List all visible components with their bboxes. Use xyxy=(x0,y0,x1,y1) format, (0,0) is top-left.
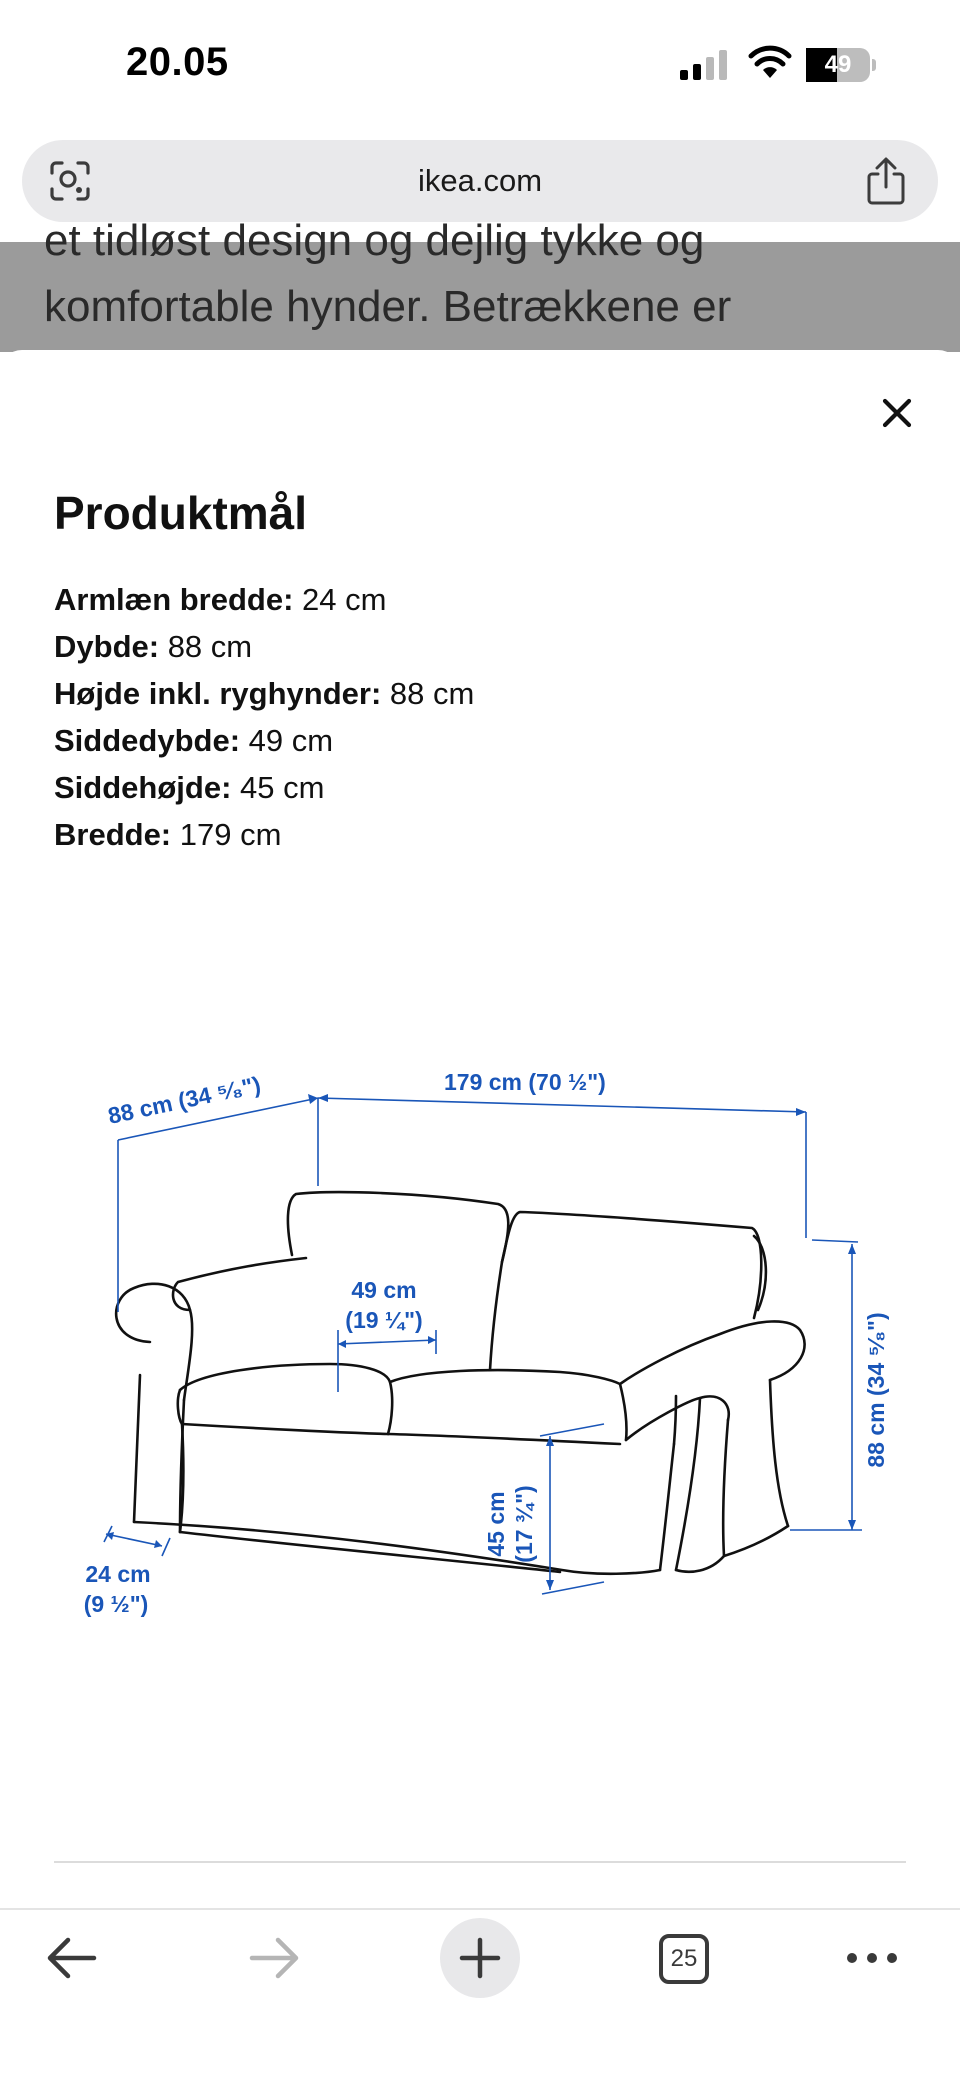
share-icon[interactable] xyxy=(864,156,908,206)
address-bar[interactable] xyxy=(22,140,938,222)
background-text-line: et tidløst design og dejlig tykke og xyxy=(44,216,705,265)
arm-width-in-label: (9 ½") xyxy=(83,1591,149,1617)
spec-value: 49 cm xyxy=(240,723,334,758)
spec-value: 24 cm xyxy=(293,582,387,617)
status-bar xyxy=(0,0,960,130)
spec-label: Siddehøjde: xyxy=(54,770,232,805)
spec-value: 88 cm xyxy=(159,629,253,664)
more-icon[interactable] xyxy=(844,1910,900,2010)
height-label: 88 cm (34 ⁵⁄₈") xyxy=(863,1312,889,1468)
depth-label: 88 cm (34 ⁵⁄₈") xyxy=(105,1071,263,1129)
width-label: 179 cm (70 ½") xyxy=(444,1069,606,1095)
close-icon[interactable] xyxy=(872,388,922,438)
spec-row xyxy=(54,582,914,629)
spec-row xyxy=(54,723,914,770)
back-arrow-icon[interactable] xyxy=(42,1910,102,2010)
browser-toolbar xyxy=(0,1908,960,2081)
spec-row xyxy=(54,817,914,864)
spec-label: Højde inkl. ryghynder: xyxy=(54,676,382,711)
spec-row xyxy=(54,629,914,676)
seat-height-cm-label: 45 cm xyxy=(483,1491,509,1557)
spec-row xyxy=(54,770,914,817)
seat-height-in-label: (17 ¾") xyxy=(511,1485,537,1563)
spec-list xyxy=(54,582,914,864)
background-text-line: komfortable hynder. Betrækkene er xyxy=(44,282,732,331)
new-tab-button[interactable] xyxy=(440,1918,520,1998)
spec-label: Armlæn bredde: xyxy=(54,582,294,617)
forward-arrow-icon[interactable] xyxy=(244,1910,304,2010)
cellular-signal-icon xyxy=(680,50,730,80)
spec-value: 88 cm xyxy=(381,676,475,711)
sofa-outline xyxy=(116,1192,804,1574)
spec-value: 179 cm xyxy=(171,817,282,852)
seat-depth-in-label: (19 ¼") xyxy=(345,1307,423,1333)
spec-label: Dybde: xyxy=(54,629,160,664)
spec-label: Siddedybde: xyxy=(54,723,241,758)
divider xyxy=(54,1861,906,1863)
spec-value: 45 cm xyxy=(231,770,325,805)
seat-depth-cm-label: 49 cm xyxy=(351,1277,417,1303)
background-page-overlay xyxy=(0,216,960,352)
tab-count-button[interactable]: 25 xyxy=(659,1934,709,1984)
dimension-arrows xyxy=(106,1094,856,1590)
arm-width-cm-label: 24 cm xyxy=(85,1561,151,1587)
status-time: 20.05 xyxy=(126,40,229,84)
wifi-icon xyxy=(748,44,792,80)
spec-row xyxy=(54,676,914,723)
sofa-dimension-diagram xyxy=(60,1050,910,1630)
battery-percentage: 49 xyxy=(824,51,852,78)
plus-icon[interactable] xyxy=(458,1936,502,1980)
url-text[interactable]: ikea.com xyxy=(417,163,543,198)
spec-label: Bredde: xyxy=(54,817,172,852)
battery-icon xyxy=(806,48,876,82)
product-dimensions-sheet xyxy=(0,350,960,1910)
sheet-title: Produktmål xyxy=(54,487,308,539)
